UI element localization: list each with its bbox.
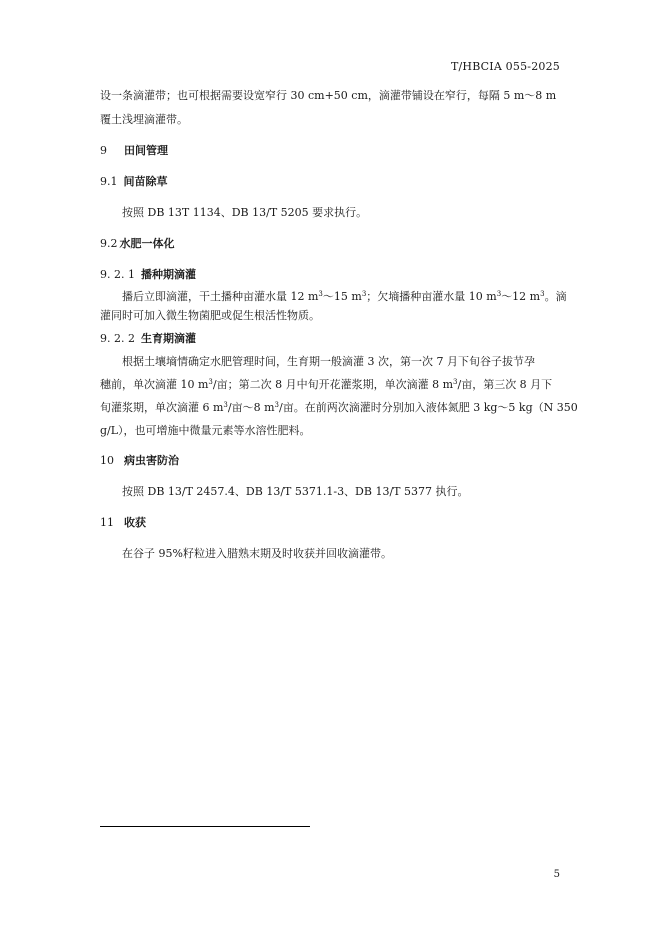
section-number: 9. 2. 2	[100, 332, 135, 345]
paragraph-line: g/L），也可增施中微量元素等水溶性肥料。	[100, 424, 311, 437]
superscript: 3	[208, 378, 213, 386]
section-number: 10	[100, 454, 114, 467]
section-number: 11	[100, 516, 114, 529]
superscript: 3	[274, 401, 279, 409]
section-title: 播种期滴灌	[140, 268, 196, 281]
paragraph-line: 灌同时可加入微生物菌肥或促生根活性物质。	[100, 309, 320, 322]
footnote-rule	[100, 826, 310, 827]
section-title: 田间管理	[124, 144, 168, 157]
section-title: 生育期滴灌	[140, 332, 196, 345]
section-title: 病虫害防治	[124, 454, 179, 467]
paragraph-line: 播后立即滴灌，干土播种亩灌水量 12 $m^3\sim 15$ $m^3$；欠墒播种亩灌水量 10 $m^3\sim 12$ $m^3$。滴	[122, 290, 567, 303]
section-heading-9	[100, 142, 168, 158]
section-title: 收获	[124, 516, 146, 529]
page-number: 5	[553, 869, 560, 880]
paragraph-line: 按照 DB 13/T 2457.4、DB 13/T 5371.1-3、DB 13/T 5377 执行。	[122, 485, 469, 498]
section-heading-9-1	[100, 173, 168, 189]
paragraph-line: 在谷子 95%籽粒进入腊熟末期及时收获并回收滴灌带。	[122, 547, 392, 560]
section-title: 水肥一体化	[119, 237, 175, 250]
paragraph-line: 根据土壤墒情确定水肥管理时间，生育期一般滴灌 3 次，第一次 7 月下旬谷子拔节孕	[122, 355, 535, 368]
superscript: 3	[540, 290, 545, 298]
superscript: 3	[361, 290, 367, 298]
document-id: T/HBCIA 055-2025	[450, 60, 560, 73]
section-title: 间苗除草	[123, 175, 168, 188]
section-number: 9	[100, 144, 107, 157]
paragraph-line: 穗前，单次滴灌 10 $m^3/$亩；第二次 8 月中旬开花灌浆期，单次滴灌 8 $m^3/$亩，第三次 8 月下	[100, 378, 553, 391]
section-number: 9.2	[100, 237, 118, 250]
superscript: 3	[453, 378, 458, 386]
section-heading-9-2	[100, 235, 175, 251]
superscript: 3	[318, 290, 323, 298]
section-heading-9-2-1	[100, 266, 196, 282]
superscript: 3	[496, 290, 502, 298]
section-heading-10	[100, 452, 179, 468]
section-heading-11	[100, 514, 146, 530]
section-number: 9. 2. 1	[100, 268, 135, 281]
superscript: 3	[223, 401, 228, 409]
paragraph-line: 按照 DB 13T 1134、DB 13/T 5205 要求执行。	[122, 206, 368, 219]
section-number: 9.1	[100, 175, 118, 188]
section-heading-9-2-2	[100, 330, 196, 346]
paragraph-line: 覆土浅埋滴灌带。	[100, 113, 188, 126]
paragraph-line: 旬灌浆期，单次滴灌 6 $m^3/$亩～8 $m^3/$亩。在前两次滴灌时分别加入液体氮肥 3 kg～5 kg（N 350	[100, 401, 578, 414]
paragraph-line: 设一条滴灌带；也可根据需要设宽窄行 30 cm+50 cm，滴灌带铺设在窄行，每隔 5 m～8 m	[100, 89, 557, 102]
